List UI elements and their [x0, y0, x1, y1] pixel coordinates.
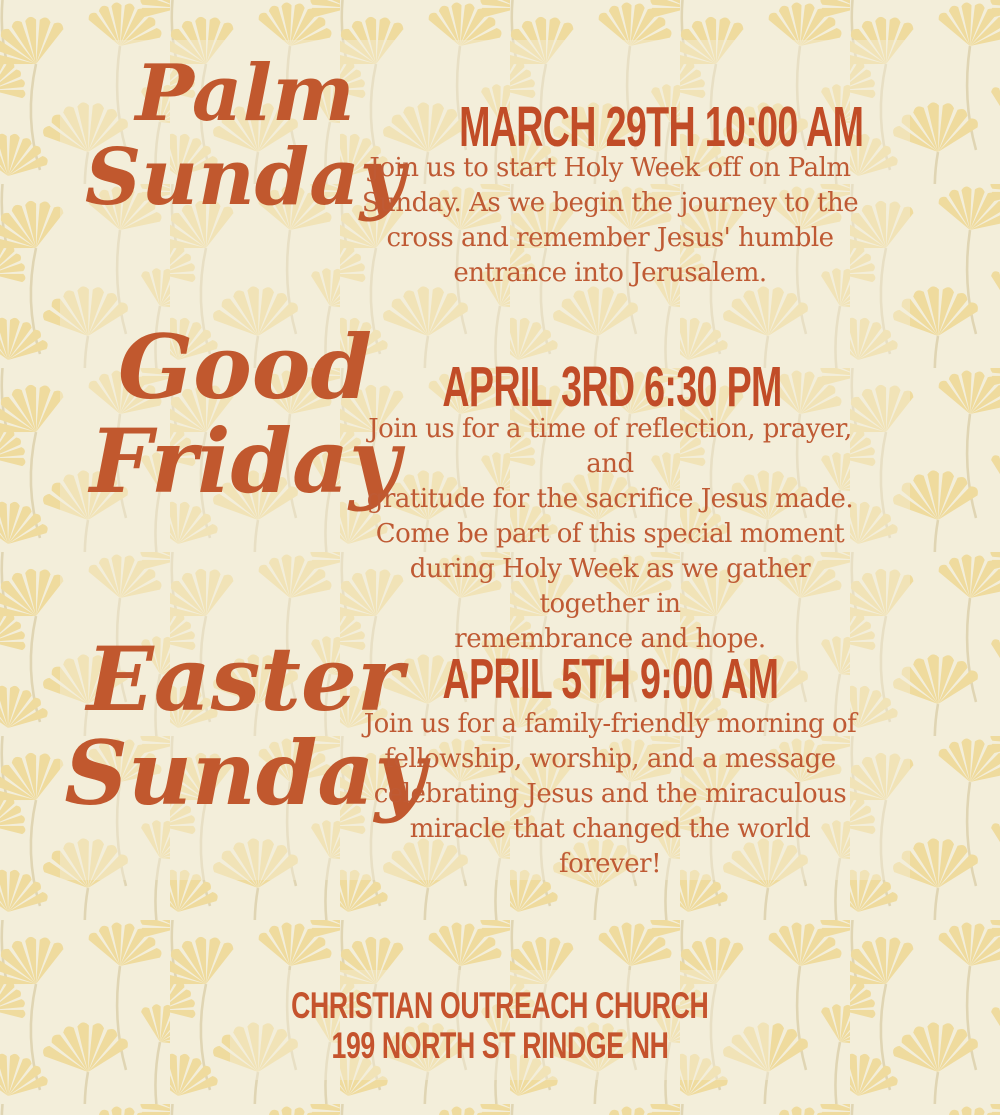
- title-line: Friday: [89, 409, 401, 513]
- description-line: Join us for a family-friendly morning of: [363, 709, 857, 739]
- title-line: Good: [117, 315, 373, 419]
- description-line: Sunday. As we begin the journey to the: [361, 188, 859, 218]
- event-datetime: [355, 649, 865, 709]
- event-datetime: [355, 97, 865, 157]
- event-datetime: [355, 357, 865, 417]
- title-line: Sunday: [84, 132, 406, 223]
- event-description: [355, 412, 865, 657]
- description-line: gratitude for the sacrifice Jesus made.: [366, 484, 854, 514]
- event-description: [355, 151, 865, 291]
- description-line: remembrance and hope.: [454, 624, 766, 654]
- description-line: during Holy Week as we gather together in: [409, 554, 811, 619]
- church-address: [0, 1026, 1000, 1066]
- church-address-text: 199 NORTH ST RINDGE NH: [331, 1025, 669, 1066]
- event-datetime-text: APRIL 3RD 6:30 PM: [442, 355, 782, 419]
- event-datetime-text: MARCH 29TH 10:00 AM: [459, 95, 864, 159]
- event-datetime-text: APRIL 5TH 9:00 AM: [442, 647, 778, 711]
- title-line: Easter: [86, 627, 404, 731]
- title-line: Sunday: [64, 721, 426, 825]
- description-line: cross and remember Jesus' humble: [386, 223, 834, 253]
- description-line: fellowship, worship, and a message: [384, 744, 836, 774]
- description-line: Join us for a time of reflection, prayer, and: [368, 414, 852, 479]
- title-line: Palm: [135, 48, 355, 139]
- description-line: celebrating Jesus and the miraculous: [373, 779, 847, 809]
- description-line: miracle that changed the world forever!: [409, 814, 811, 879]
- description-line: entrance into Jerusalem.: [453, 258, 767, 288]
- description-line: Come be part of this special moment: [375, 519, 845, 549]
- church-name: [0, 986, 1000, 1026]
- description-line: Join us to start Holy Week off on Palm: [369, 153, 851, 183]
- event-description: [355, 707, 865, 882]
- church-name-text: CHRISTIAN OUTREACH CHURCH: [291, 985, 709, 1026]
